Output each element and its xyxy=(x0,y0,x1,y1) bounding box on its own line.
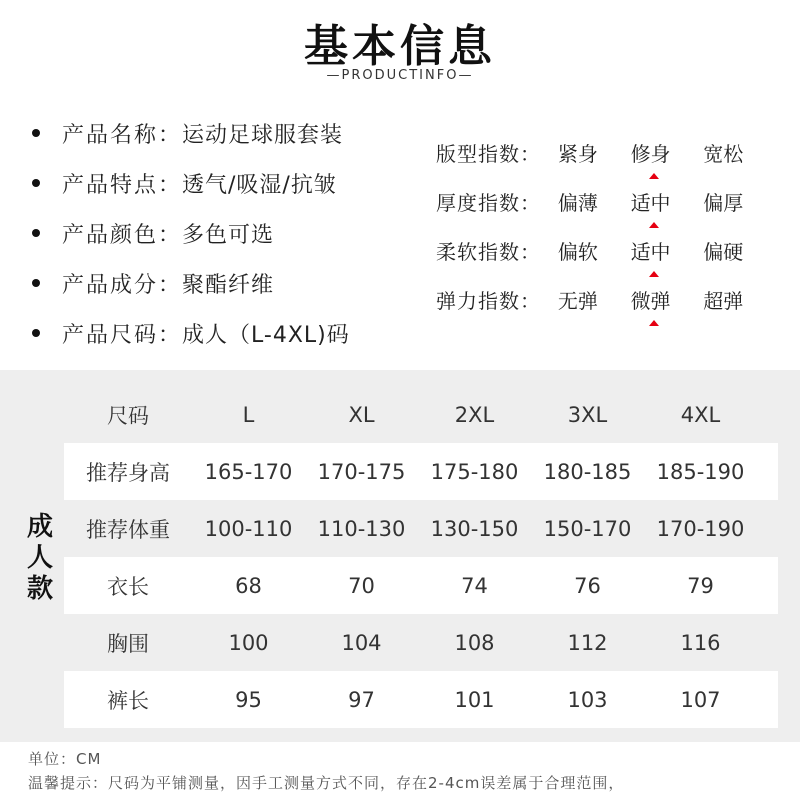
table-row-label: 裤长 xyxy=(107,688,149,713)
table-cell: 100-110 xyxy=(204,516,293,541)
table-cell: 79 xyxy=(687,573,714,598)
info-item-features xyxy=(24,158,444,208)
index-label: 柔软指数： xyxy=(436,240,541,264)
table-header-cell: XL xyxy=(348,402,375,427)
table-cell: 74 xyxy=(461,573,488,598)
index-label: 厚度指数： xyxy=(436,191,541,215)
index-option-selected: 适中 xyxy=(631,187,704,216)
table-row-label: 胸围 xyxy=(107,631,149,656)
table-cell: 150-170 xyxy=(543,516,632,541)
table-cell: 170-190 xyxy=(656,516,745,541)
product-info-list xyxy=(24,108,444,358)
size-table xyxy=(64,386,778,728)
table-cell: 110-130 xyxy=(317,516,406,541)
unit-note: 单位：CM xyxy=(28,750,102,768)
index-option: 无弹 xyxy=(557,289,598,313)
bullet-dot xyxy=(32,279,40,287)
table-cell: 101 xyxy=(454,687,495,712)
index-option: 偏薄 xyxy=(557,191,598,215)
index-option: 紧身 xyxy=(557,142,598,166)
table-header-cell: 4XL xyxy=(680,402,721,427)
index-option: 偏厚 xyxy=(703,191,744,215)
index-label: 弹力指数： xyxy=(436,289,541,313)
index-row-fit xyxy=(436,128,776,177)
info-label: 产品名称： xyxy=(62,122,183,148)
page-title: 基本信息 xyxy=(304,21,496,72)
table-cell: 100 xyxy=(228,630,269,655)
table-row-label: 推荐身高 xyxy=(86,460,170,485)
table-cell: 104 xyxy=(341,630,382,655)
index-row-elasticity xyxy=(436,275,776,324)
info-label: 产品成分： xyxy=(62,272,183,298)
table-cell: 76 xyxy=(574,573,601,598)
index-option: 宽松 xyxy=(703,142,744,166)
info-value: 聚酯纤维 xyxy=(182,272,275,298)
info-label: 产品尺码： xyxy=(62,322,183,348)
table-row xyxy=(64,443,778,500)
info-item-material xyxy=(24,258,444,308)
table-cell: 170-175 xyxy=(317,459,406,484)
index-option: 偏软 xyxy=(557,240,598,264)
bullet-dot xyxy=(32,329,40,337)
info-item-color xyxy=(24,208,444,258)
index-option-selected: 修身 xyxy=(631,138,704,167)
table-header-cell: 2XL xyxy=(454,402,495,427)
table-header-cell: 3XL xyxy=(567,402,608,427)
table-header-cell: L xyxy=(242,402,255,427)
table-header-cell: 尺码 xyxy=(107,403,149,428)
table-cell: 130-150 xyxy=(430,516,519,541)
table-header-row xyxy=(64,386,778,443)
info-value: 多色可选 xyxy=(182,222,275,248)
table-row-label: 推荐体重 xyxy=(86,517,170,542)
index-row-softness xyxy=(436,226,776,275)
table-row xyxy=(64,500,778,557)
bullet-dot xyxy=(32,179,40,187)
table-cell: 68 xyxy=(235,573,262,598)
table-cell: 103 xyxy=(567,687,608,712)
info-item-name xyxy=(24,108,444,158)
bullet-dot xyxy=(32,129,40,137)
index-option: 超弹 xyxy=(703,289,744,313)
table-cell: 108 xyxy=(454,630,495,655)
info-item-size xyxy=(24,308,444,358)
table-cell: 107 xyxy=(680,687,721,712)
table-row xyxy=(64,557,778,614)
index-option: 偏硬 xyxy=(703,240,744,264)
bullet-dot xyxy=(32,229,40,237)
table-row xyxy=(64,671,778,728)
measurement-tip: 温馨提示：尺码为平铺测量，因手工测量方式不同，存在2-4cm误差属于合理范围， xyxy=(28,774,625,792)
table-cell: 185-190 xyxy=(656,459,745,484)
table-cell: 116 xyxy=(680,630,721,655)
table-cell: 175-180 xyxy=(430,459,519,484)
index-row-thickness xyxy=(436,177,776,226)
table-cell: 180-185 xyxy=(543,459,632,484)
info-value: 成人（L-4XL)码 xyxy=(182,322,350,348)
index-option-selected: 适中 xyxy=(631,236,704,265)
info-label: 产品颜色： xyxy=(62,222,183,248)
table-row xyxy=(64,614,778,671)
info-value: 透气/吸湿/抗皱 xyxy=(182,172,337,198)
size-table-side-label: 成人款 xyxy=(26,512,53,604)
table-cell: 70 xyxy=(348,573,375,598)
product-index-grid xyxy=(436,128,776,324)
page-subtitle: —PRODUCTINFO— xyxy=(326,68,474,83)
table-cell: 97 xyxy=(348,687,375,712)
table-cell: 95 xyxy=(235,687,262,712)
index-label: 版型指数： xyxy=(436,142,541,166)
info-value: 运动足球服套装 xyxy=(182,122,344,148)
table-row-label: 衣长 xyxy=(107,574,149,599)
table-cell: 112 xyxy=(567,630,608,655)
table-cell: 165-170 xyxy=(204,459,293,484)
index-option-selected: 微弹 xyxy=(631,285,704,314)
info-label: 产品特点： xyxy=(62,172,183,198)
